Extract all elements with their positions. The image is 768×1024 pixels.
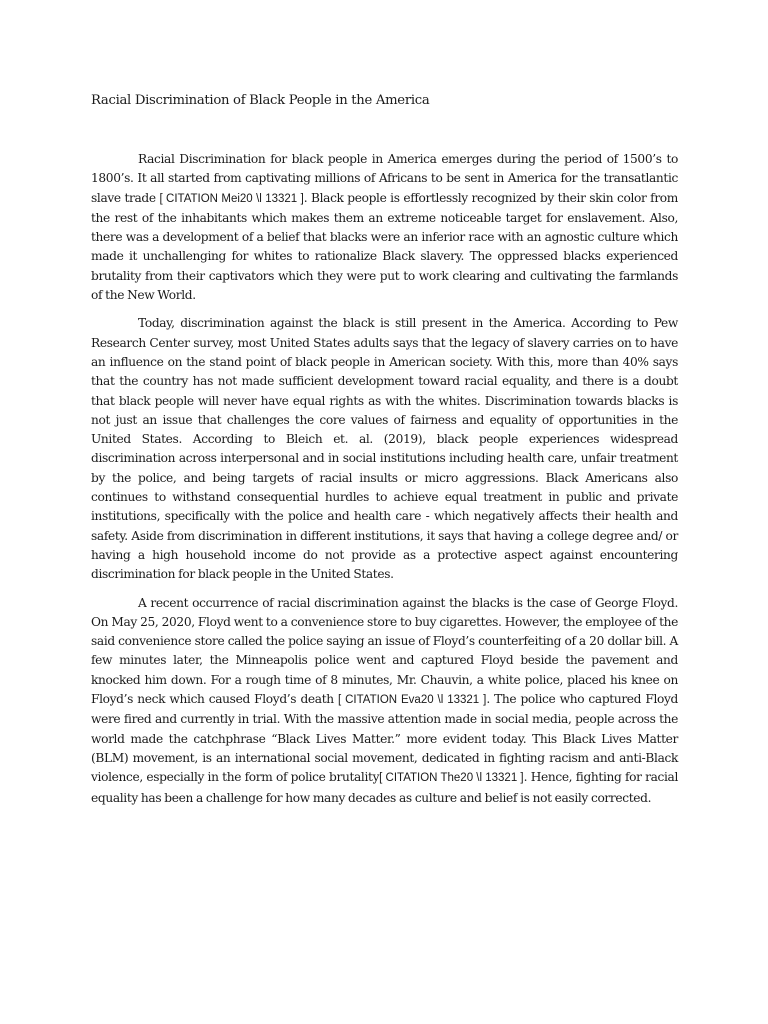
paragraph-3-text-c: . Hence, fighting for racial equality has been a challenge for how many decades as culture and belief is not easily corrected.: [91, 770, 679, 805]
paragraph-3-text-b: . The police who captured Floyd were fired and currently in trial. With the massive attention made in social media, people across the world made the catchphrase “Black Lives Matter.” more evident today. This Black Lives Matter (BLM) movement, is an international social movement, dedicated in fighting racism and anti-Black violence, especially in the form of police brutality: [91, 692, 678, 785]
document-body: [91, 150, 678, 817]
paragraph-1: [91, 150, 678, 305]
paragraph-2: Today, discrimination against the black is still present in the America. According to Pew Research Center survey, most United States adults says that the legacy of slavery carries on to have an influence on the stand point of black people in American society. With this, more than 40% says that the country has not made sufficient development toward racial equality, and there is a doubt that black people will never have equal rights as with the whites. Discrimination towards blacks is not just an issue that challenges the core values of fairness and equality of opportunities in the United States. According to Bleich et. al. (2019), black people experiences widespread discrimination across interpersonal and in social institutions including health care, unfair treatment by the police, and being targets of racial insults or micro aggressions. Black Americans also continues to withstand consequential hurdles to achieve equal treatment in public and private institutions, specifically with the police and health care - which negatively affects their health and safety. Aside from discrimination in different institutions, it says that having a college degree and/ or having a high household income do not provide as a protective aspect against encountering discrimination for black people in the United States.: [91, 316, 678, 582]
citation-mei20: [ CITATION Mei20 \l 13321 ]: [159, 192, 304, 205]
paragraph-1-text-b: . Black people is effortlessly recognized by their skin color from the rest of the inhabitants which makes them an extreme noticeable target for enslavement. Also, there was a development of a belief that blacks were an inferior race with an agnostic culture which made it unchallenging for whites to rationalize Black slavery. The oppressed blacks experienced brutality from their captivators which they were put to work clearing and cultivating the farmlands of the New World.: [91, 190, 678, 303]
paragraph-1-text-a: Racial Discrimination for black people in America emerges during the period of 1500’s to 1800’s. It all started from captivating millions of Africans to be sent in America for the transatlantic slave trade: [91, 152, 678, 205]
document-title: Racial Discrimination of Black People in the America: [91, 93, 430, 108]
paragraph-3: [91, 594, 678, 808]
citation-the20: [ CITATION The20 \l 13321 ]: [379, 772, 524, 785]
citation-eva20: [ CITATION Eva20 \l 13321 ]: [338, 694, 487, 707]
paragraph-3-text-a: A recent occurrence of racial discrimination against the blacks is the case of George Floyd. On May 25, 2020, Floyd went to a convenience store to buy cigarettes. However, the employee of the said convenience store called the police saying an issue of Floyd’s counterfeiting of a 20 dollar bill. A few minutes later, the Minneapolis police went and captured Floyd beside the pavement and knocked him down. For a rough time of 8 minutes, Mr. Chauvin, a white police, placed his knee on Floyd’s neck which caused Floyd’s death: [91, 595, 678, 707]
